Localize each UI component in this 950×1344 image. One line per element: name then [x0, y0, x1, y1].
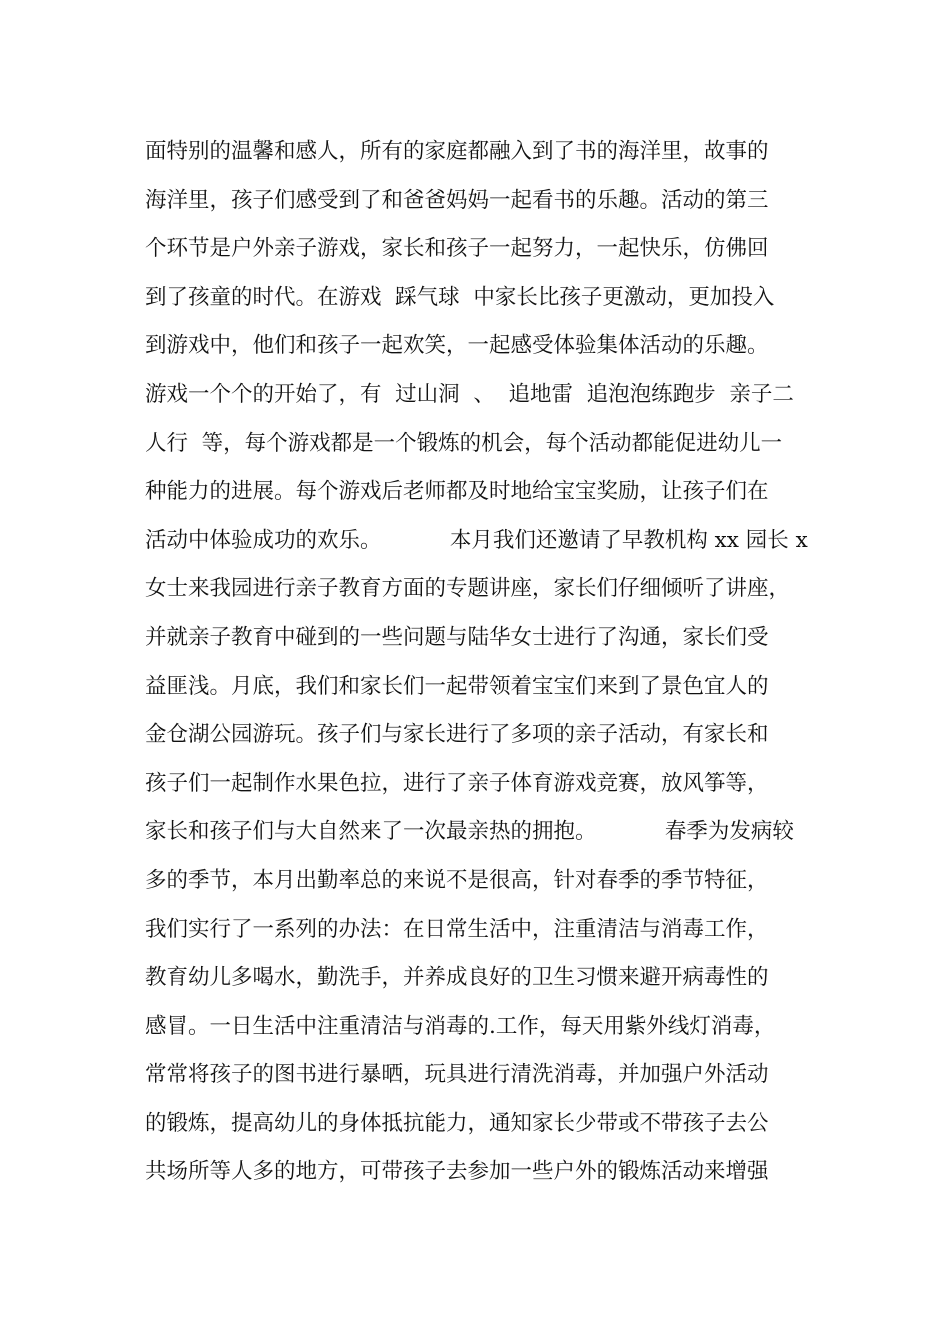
text-line: 个环节是户外亲子游戏，家长和孩子一起努力，一起快乐，仿佛回	[145, 236, 769, 262]
text-line: 人行 等，每个游戏都是一个锻炼的机会，每个活动都能促进幼儿一	[145, 430, 783, 456]
text-line: 多的季节，本月出勤率总的来说不是很高，针对春季的季节特征，	[145, 867, 769, 893]
text-line: 孩子们一起制作水果色拉，进行了亲子体育游戏竞赛，放风筝等，	[145, 770, 769, 796]
text-line: 面特别的温馨和感人，所有的家庭都融入到了书的海洋里，故事的	[145, 139, 769, 164]
text-line: 家长和孩子们与大自然来了一次最亲热的拥抱。 春季为发病较	[145, 819, 794, 845]
text-line: 益匪浅。月底，我们和家长们一起带领着宝宝们来到了景色宜人的	[145, 673, 769, 699]
text-line: 我们实行了一系列的办法：在日常生活中，注重清洁与消毒工作，	[145, 916, 769, 942]
text-line: 种能力的进展。每个游戏后老师都及时地给宝宝奖励，让孩子们在	[145, 479, 769, 505]
text-line: 游戏一个个的开始了，有 过山洞 、 追地雷 追泡泡练跑步 亲子二	[145, 381, 794, 407]
text-line: 常常将孩子的图书进行暴晒，玩具进行清洗消毒，并加强户外活动	[145, 1062, 769, 1088]
body-text	[145, 128, 825, 1197]
text-line: 金仓湖公园游玩。孩子们与家长进行了多项的亲子活动，有家长和	[145, 722, 769, 748]
text-line: 到游戏中，他们和孩子一起欢笑，一起感受体验集体活动的乐趣。	[145, 333, 769, 359]
text-line: 海洋里，孩子们感受到了和爸爸妈妈一起看书的乐趣。活动的第三	[145, 187, 769, 213]
text-line: 共场所等人多的地方，可带孩子去参加一些户外的锻炼活动来增强	[145, 1159, 769, 1185]
text-line: 女士来我园进行亲子教育方面的专题讲座，家长们仔细倾听了讲座，	[145, 576, 791, 602]
text-line: 的锻炼，提高幼儿的身体抵抗能力，通知家长少带或不带孩子去公	[145, 1110, 769, 1136]
text-line: 到了孩童的时代。在游戏 踩气球 中家长比孩子更激动，更加投入	[145, 284, 775, 310]
text-line: 并就亲子教育中碰到的一些问题与陆华女士进行了沟通，家长们受	[145, 624, 769, 650]
text-line: 教育幼儿多喝水，勤洗手，并养成良好的卫生习惯来避开病毒性的	[145, 965, 769, 991]
text-line: 活动中体验成功的欢乐。 本月我们还邀请了早教机构 xx 园长 x	[145, 527, 808, 553]
text-line: 感冒。一日生活中注重清洁与消毒的.工作，每天用紫外线灯消毒，	[145, 1013, 776, 1039]
